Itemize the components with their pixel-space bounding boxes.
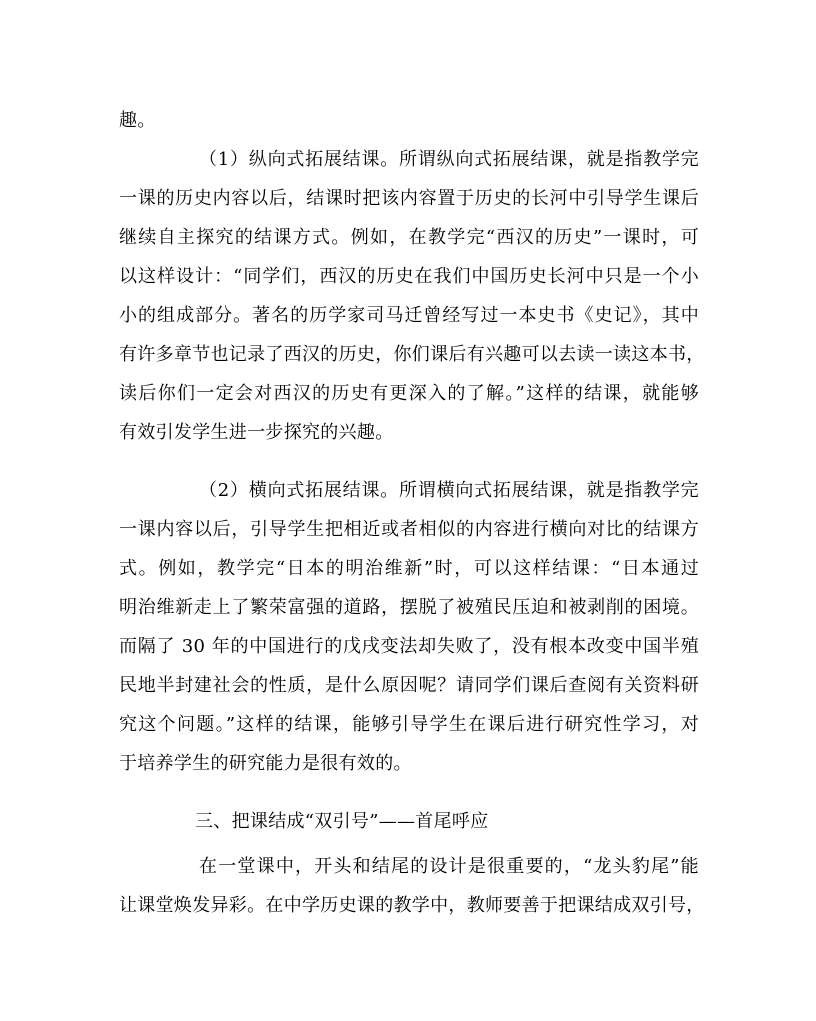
paragraph-1-line-2: 一课的历史内容以后，结课时把该内容置于历史的长河中引导学生课后 <box>119 188 699 209</box>
paragraph-2-line-3: 式。例如，教学完“日本的明治维新”时，可以这样结课：“日本通过 <box>119 558 699 579</box>
paragraph-3-line-1: 在一堂课中，开头和结尾的设计是很重要的，“龙头豹尾”能 <box>199 856 699 877</box>
text-line-1: 趣。 <box>119 110 156 131</box>
paragraph-2-line-6: 民地半封建社会的性质，是什么原因呢？请同学们课后查阅有关资料研 <box>119 675 699 696</box>
paragraph-1-line-6: 有许多章节也记录了西汉的历史，你们课后有兴趣可以去读一读这本书， <box>119 344 705 365</box>
paragraph-2-line-2: 一课内容以后，引导学生把相近或者相似的内容进行横向对比的结课方 <box>119 519 699 540</box>
paragraph-3-line-2: 让课堂焕发异彩。在中学历史课的教学中，教师要善于把课结成双引号， <box>119 895 705 916</box>
paragraph-2-line-4: 明治维新走上了繁荣富强的道路，摆脱了被殖民压迫和被剥削的困境。 <box>119 597 699 618</box>
paragraph-1-line-4: 以这样设计：“同学们，西汉的历史在我们中国历史长河中只是一个小 <box>119 266 699 287</box>
paragraph-2-line-8: 于培养学生的研究能力是很有效的。 <box>119 753 412 774</box>
section-heading: 三、把课结成“双引号”——首尾呼应 <box>195 811 489 832</box>
paragraph-2-line-5: 而隔了 30 年的中国进行的戊戌变法却失败了，没有根本改变中国半殖 <box>119 636 699 657</box>
paragraph-1-line-1: （1）纵向式拓展结课。所谓纵向式拓展结课，就是指教学完 <box>199 149 699 170</box>
paragraph-1-line-8: 有效引发学生进一步探究的兴趣。 <box>119 422 394 443</box>
paragraph-1-line-5: 小的组成部分。著名的历学家司马迁曾经写过一本史书《史记》，其中 <box>119 305 699 326</box>
paragraph-2-line-7: 究这个问题。”这样的结课，能够引导学生在课后进行研究性学习，对 <box>119 714 699 735</box>
paragraph-1-line-3: 继续自主探究的结课方式。例如，在教学完“西汉的历史”一课时，可 <box>119 227 699 248</box>
paragraph-2-line-1: （2）横向式拓展结课。所谓横向式拓展结课，就是指教学完 <box>199 480 699 501</box>
paragraph-1-line-7: 读后你们一定会对西汉的历史有更深入的了解。”这样的结课，就能够 <box>119 383 699 404</box>
